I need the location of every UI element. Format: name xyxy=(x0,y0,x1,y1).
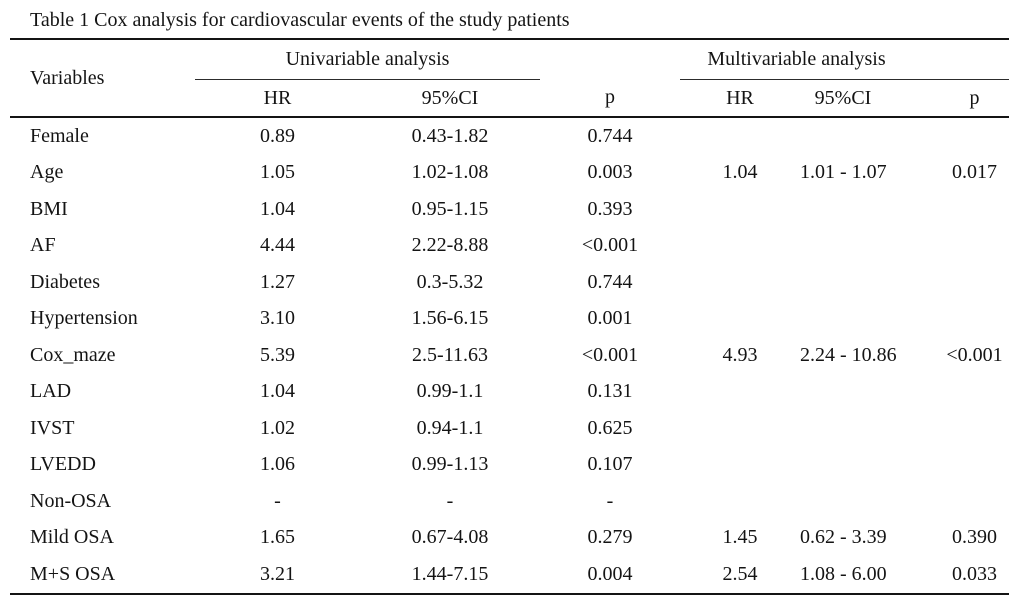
multivariable-ci-cell xyxy=(800,301,900,338)
variable-cell: Diabetes xyxy=(30,270,100,293)
univariable-ci-cell: 1.02-1.08 xyxy=(411,161,489,184)
univariable-p-cell: <0.001 xyxy=(581,234,639,257)
multivariable-group-header: Multivariable analysis xyxy=(680,39,1009,80)
multivariable-ci-cell: 2.24 - 10.86 xyxy=(800,343,897,366)
univariable-p-spacer xyxy=(540,39,680,80)
table-row xyxy=(10,264,1009,301)
univariable-p-cell: 0.744 xyxy=(587,270,633,293)
univariable-p-cell: 0.004 xyxy=(540,556,680,594)
univariable-p-cell: 0.003 xyxy=(587,161,633,184)
multivariable-p-cell xyxy=(900,228,1009,265)
univariable-hr-cell: 1.02 xyxy=(260,416,295,439)
cox-analysis-table xyxy=(10,38,1009,595)
univariable-p-cell: 0.279 xyxy=(587,526,633,549)
multivariable-hr-cell xyxy=(680,191,800,228)
univariable-p-header: p xyxy=(540,80,680,118)
univariable-ci-cell: 0.99-1.13 xyxy=(411,453,489,476)
univariable-hr-cell: 1.04 xyxy=(260,197,295,220)
univariable-p-cell: 0.744 xyxy=(587,124,633,147)
univariable-hr-cell: 3.21 xyxy=(195,556,360,594)
univariable-p-cell: <0.001 xyxy=(581,343,639,366)
multivariable-ci-cell xyxy=(800,374,900,411)
univariable-p-cell: 0.393 xyxy=(587,197,633,220)
multivariable-p-cell xyxy=(900,447,1009,484)
group-header-row xyxy=(10,39,1009,80)
multivariable-p-cell xyxy=(900,301,1009,338)
univariable-ci-cell: 0.94-1.1 xyxy=(416,416,484,439)
univariable-p-cell: 0.107 xyxy=(587,453,633,476)
univariable-hr-cell: 0.89 xyxy=(260,124,295,147)
univariable-hr-cell: - xyxy=(274,489,281,512)
univariable-p-cell: - xyxy=(606,489,614,512)
multivariable-hr-cell xyxy=(680,228,800,265)
multivariable-ci-cell xyxy=(800,447,900,484)
univariable-ci-header: 95%CI xyxy=(360,80,540,118)
univariable-ci-cell: - xyxy=(446,489,454,512)
multivariable-ci-cell xyxy=(800,228,900,265)
variable-cell: LAD xyxy=(30,380,72,403)
multivariable-p-cell: 0.033 xyxy=(900,556,1009,594)
table-row xyxy=(10,410,1009,447)
univariable-ci-cell: 0.67-4.08 xyxy=(411,526,489,549)
multivariable-p-cell xyxy=(900,117,1009,155)
multivariable-p-cell xyxy=(900,374,1009,411)
multivariable-hr-cell: 4.93 xyxy=(722,343,758,366)
table-row xyxy=(10,447,1009,484)
variable-cell: BMI xyxy=(30,197,68,220)
multivariable-p-cell: 0.390 xyxy=(952,526,998,549)
multivariable-ci-header: 95%CI xyxy=(800,80,900,118)
univariable-p-cell: 0.131 xyxy=(587,380,633,403)
table-row xyxy=(10,301,1009,338)
multivariable-p-cell: 0.017 xyxy=(952,161,998,184)
multivariable-hr-cell xyxy=(680,301,800,338)
table-title: Table 1 Cox analysis for cardiovascular events of the study patients xyxy=(30,9,570,31)
multivariable-ci-cell: 1.08 - 6.00 xyxy=(800,556,900,594)
multivariable-hr-cell xyxy=(680,447,800,484)
table-header xyxy=(10,39,1009,117)
multivariable-p-cell xyxy=(900,264,1009,301)
univariable-ci-cell: 1.44-7.15 xyxy=(360,556,540,594)
univariable-hr-cell: 3.10 xyxy=(260,307,295,330)
univariable-hr-cell: 4.44 xyxy=(260,234,295,257)
univariable-p-cell: 0.625 xyxy=(587,416,633,439)
multivariable-ci-cell xyxy=(800,264,900,301)
univariable-ci-cell: 0.3-5.32 xyxy=(416,270,484,293)
multivariable-ci-cell: 1.01 - 1.07 xyxy=(800,161,887,184)
table-row xyxy=(10,337,1009,374)
multivariable-ci-cell xyxy=(800,117,900,155)
table-row xyxy=(10,191,1009,228)
multivariable-ci-cell: 0.62 - 3.39 xyxy=(800,526,887,549)
univariable-hr-cell: 1.05 xyxy=(260,161,295,184)
univariable-ci-cell: 2.22-8.88 xyxy=(411,234,489,257)
table-row xyxy=(10,117,1009,155)
variable-cell: AF xyxy=(30,234,56,257)
univariable-hr-header: HR xyxy=(195,80,360,118)
variable-cell: Mild OSA xyxy=(30,526,114,549)
multivariable-hr-cell xyxy=(680,410,800,447)
multivariable-ci-cell xyxy=(800,483,900,520)
univariable-hr-cell: 1.04 xyxy=(260,380,295,403)
table-body xyxy=(10,117,1009,594)
variable-cell: Age xyxy=(30,161,64,184)
univariable-ci-cell: 0.43-1.82 xyxy=(411,124,489,147)
variable-cell: Hypertension xyxy=(30,307,138,330)
univariable-hr-cell: 1.06 xyxy=(260,453,295,476)
univariable-ci-cell: 1.56-6.15 xyxy=(411,307,489,330)
multivariable-p-cell xyxy=(900,410,1009,447)
variable-cell: M+S OSA xyxy=(10,556,195,594)
variable-cell: LVEDD xyxy=(30,453,96,476)
multivariable-p-cell xyxy=(900,191,1009,228)
univariable-ci-cell: 0.99-1.1 xyxy=(416,380,484,403)
univariable-hr-cell: 5.39 xyxy=(260,343,295,366)
multivariable-hr-cell: 2.54 xyxy=(680,556,800,594)
univariable-group-header: Univariable analysis xyxy=(195,39,540,80)
multivariable-hr-header: HR xyxy=(680,80,800,118)
univariable-hr-cell: 1.65 xyxy=(260,526,295,549)
variables-column-header: Variables xyxy=(10,39,195,117)
multivariable-p-cell xyxy=(900,483,1009,520)
multivariable-ci-cell xyxy=(800,191,900,228)
variable-cell: IVST xyxy=(30,416,75,439)
table-row xyxy=(10,374,1009,411)
multivariable-ci-cell xyxy=(800,410,900,447)
multivariable-hr-cell xyxy=(680,264,800,301)
variable-cell: Cox_maze xyxy=(30,343,116,366)
univariable-ci-cell: 0.95-1.15 xyxy=(411,197,489,220)
multivariable-hr-cell xyxy=(680,117,800,155)
multivariable-hr-cell: 1.45 xyxy=(722,526,758,549)
table-row xyxy=(10,155,1009,192)
multivariable-p-cell: <0.001 xyxy=(946,343,1003,366)
table-row xyxy=(10,520,1009,557)
table-row xyxy=(10,556,1009,594)
univariable-ci-cell: 2.5-11.63 xyxy=(412,343,488,366)
multivariable-p-header: p xyxy=(900,80,1009,118)
univariable-hr-cell: 1.27 xyxy=(260,270,295,293)
table-row xyxy=(10,228,1009,265)
variable-cell: Female xyxy=(30,124,89,147)
variable-cell: Non-OSA xyxy=(30,489,112,512)
multivariable-hr-cell xyxy=(680,483,800,520)
multivariable-hr-cell: 1.04 xyxy=(722,161,758,184)
table-row xyxy=(10,483,1009,520)
multivariable-hr-cell xyxy=(680,374,800,411)
univariable-p-cell: 0.001 xyxy=(587,307,633,330)
